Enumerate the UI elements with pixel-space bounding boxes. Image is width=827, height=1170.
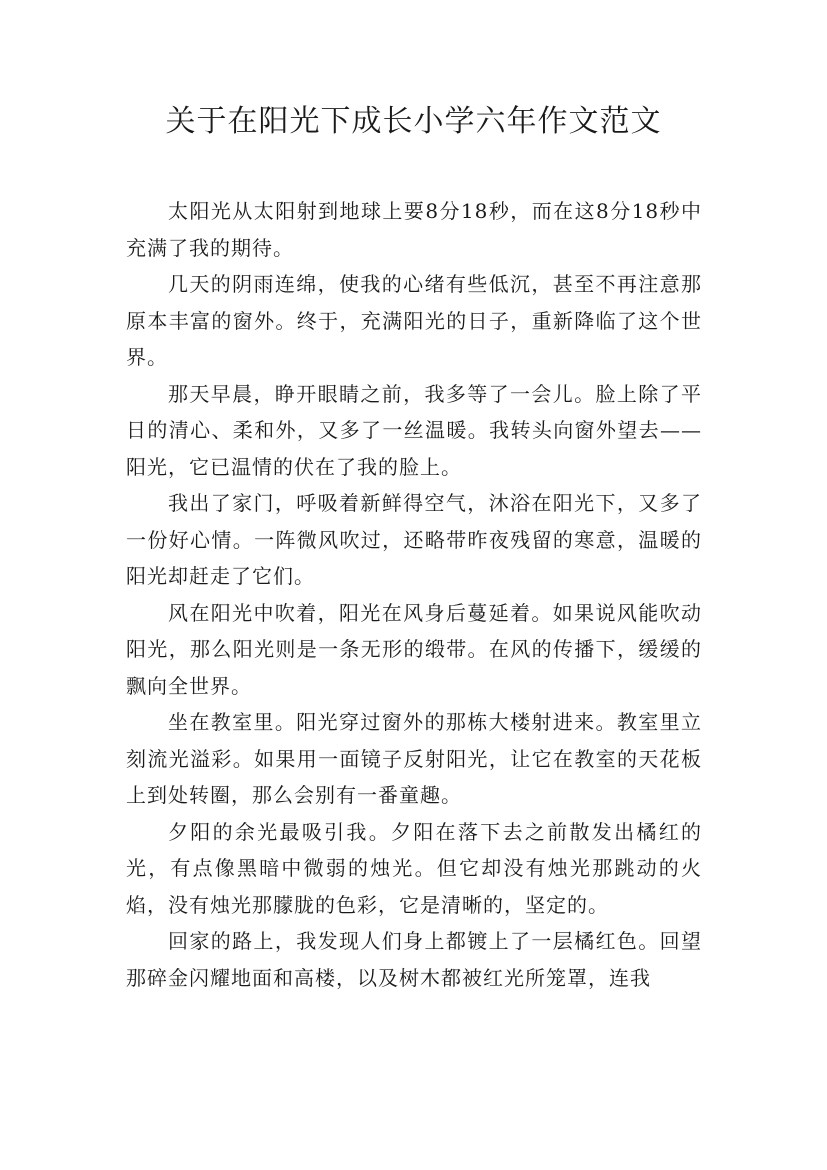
paragraph: 我出了家门，呼吸着新鲜得空气，沐浴在阳光下，又多了一份好心情。一阵微风吹过，还略带昨夜残留的寒意，温暖的阳光却赶走了它们。	[126, 491, 702, 588]
paragraph: 坐在教室里。阳光穿过窗外的那栋大楼射进来。教室里立刻流光溢彩。如果用一面镜子反射阳光，让它在教室的天花板上到处转圈，那么会别有一番童趣。	[126, 710, 702, 807]
paragraph: 太阳光从太阳射到地球上要8分18秒，而在这8分18秒中充满了我的期待。	[126, 199, 702, 260]
paragraph: 那天早晨，睁开眼睛之前，我多等了一会儿。脸上除了平日的清心、柔和外，又多了一丝温暖。我转头向窗外望去——阳光，它已温情的伏在了我的脸上。	[126, 381, 702, 479]
paragraph: 回家的路上，我发现人们身上都镀上了一层橘红色。回望那碎金闪耀地面和高楼，以及树木都被红光所笼罩，连我	[126, 929, 702, 990]
document-body	[126, 193, 702, 996]
paragraph: 夕阳的余光最吸引我。夕阳在落下去之前散发出橘红的光，有点像黑暗中微弱的烛光。但它却没有烛光那跳动的火焰，没有烛光那朦胧的色彩，它是清晰的，坚定的。	[126, 819, 702, 917]
paragraph: 几天的阴雨连绵，使我的心绪有些低沉，甚至不再注意那原本丰富的窗外。终于，充满阳光的日子，重新降临了这个世界。	[126, 272, 702, 369]
paragraph: 风在阳光中吹着，阳光在风身后蔓延着。如果说风能吹动阳光，那么阳光则是一条无形的缎带。在风的传播下，缓缓的飘向全世界。	[126, 600, 702, 698]
document-title: 关于在阳光下成长小学六年作文范文	[165, 104, 662, 139]
